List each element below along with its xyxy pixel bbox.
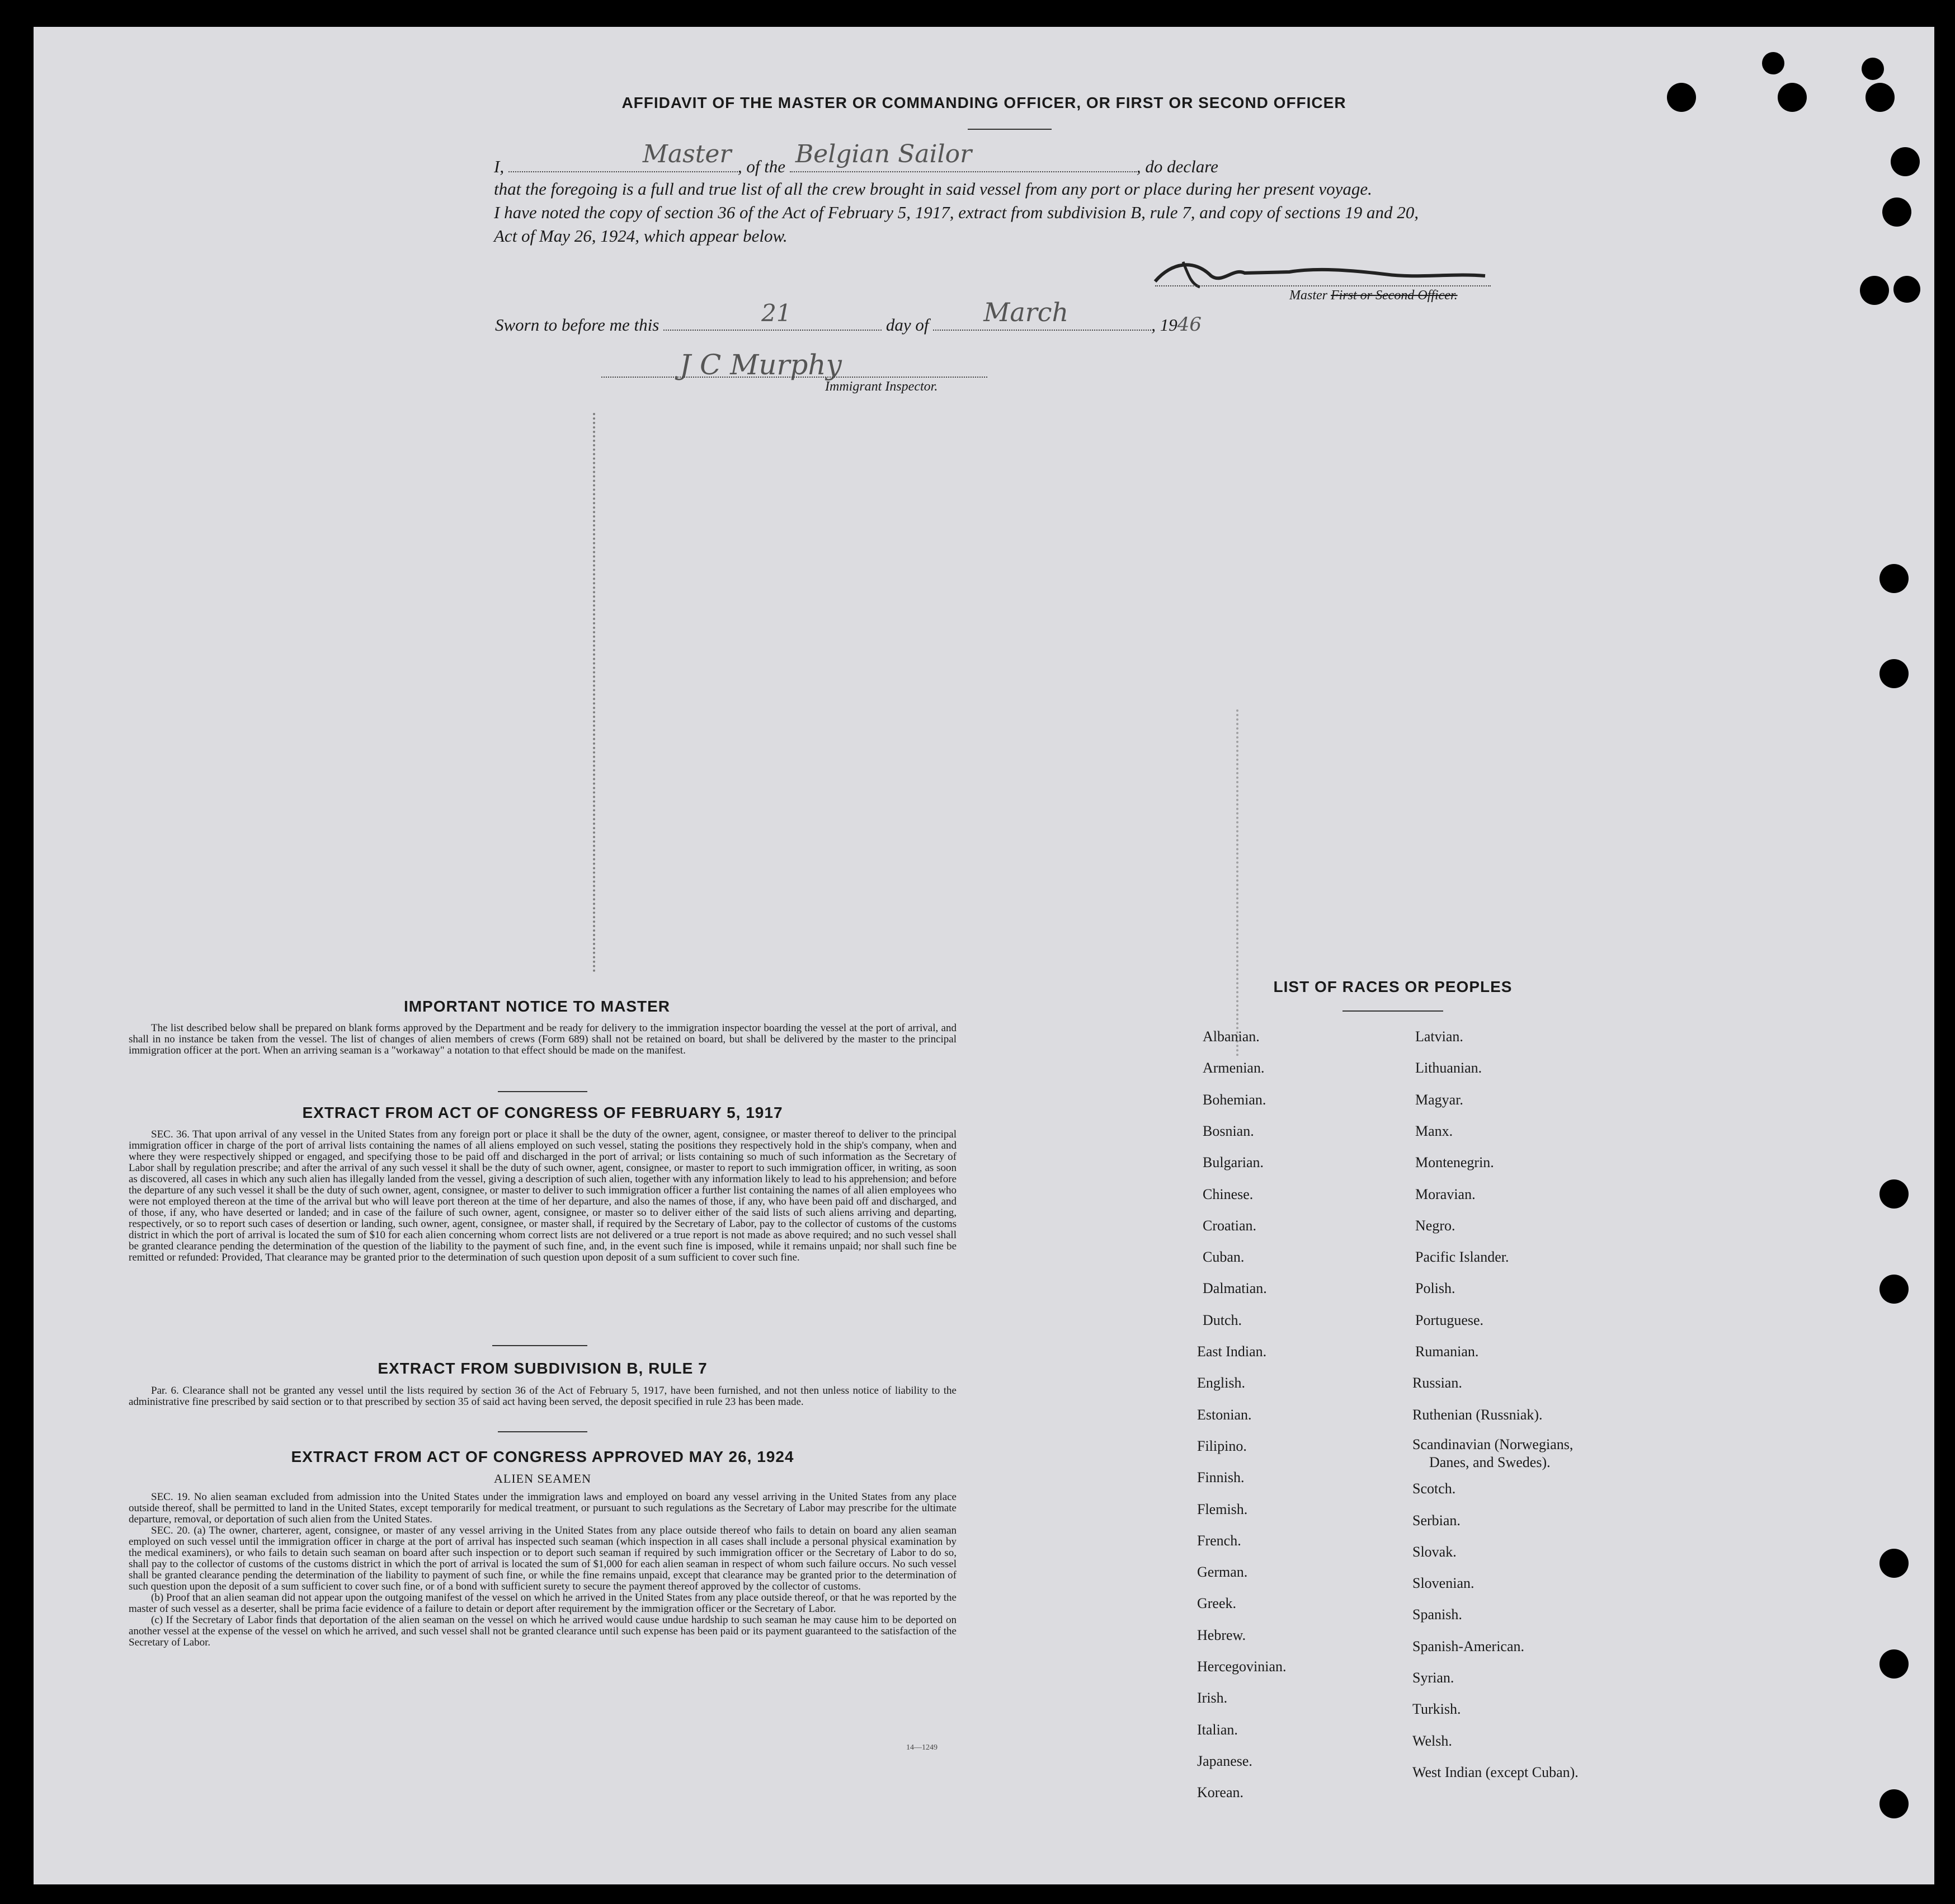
race-item: Croatian. [1203, 1217, 1257, 1234]
sworn-prefix: Sworn to before me this [495, 315, 659, 335]
section-19-paragraph: SEC. 19. No alien seaman excluded from admission into the United States under the immigration laws and employed on board any vessel arriving in the United States from any place outside thereof, shall be permitted to land in the United States, except temporarily for medical treatment, or pursuant to such regulations as the Secretary of Labor may prescribe for the ultimate departure, removal, or deportation of such alien from the United States. [129, 1491, 957, 1525]
day-of-label: day of [885, 315, 929, 335]
punch-hole [1882, 198, 1911, 227]
race-item: Cuban. [1203, 1249, 1245, 1266]
races-divider [1342, 1010, 1443, 1012]
affidavit-title: AFFIDAVIT OF THE MASTER OR COMMANDING OFFICER, OR FIRST OR SECOND OFFICER [621, 94, 1346, 111]
punch-hole [1879, 1179, 1909, 1209]
vessel-field [790, 140, 1137, 172]
race-item: Serbian. [1412, 1512, 1461, 1529]
master-signature-line [1155, 285, 1491, 286]
race-item: Bulgarian. [1203, 1154, 1264, 1171]
race-item: Spanish. [1412, 1606, 1462, 1623]
handwritten-day: 21 [761, 299, 792, 327]
affidavit-line3: I have noted the copy of section 36 of the Act of February 5, 1917, extract from subdivision B, rule 7, and copy of sections 19 and 20, [494, 203, 1419, 222]
race-item: Albanian. [1203, 1028, 1260, 1045]
inspector-signature-line [601, 377, 987, 378]
race-item: Hercegovinian. [1197, 1658, 1287, 1675]
notice-title: IMPORTANT NOTICE TO MASTER [403, 998, 671, 1015]
race-item: Flemish. [1197, 1501, 1248, 1517]
race-item: Korean. [1197, 1784, 1244, 1801]
race-item: Greek. [1197, 1595, 1237, 1612]
notice-body [129, 1023, 957, 1056]
race-item: Portuguese. [1415, 1311, 1484, 1328]
race-item: Turkish. [1412, 1701, 1461, 1718]
month-field [933, 297, 1151, 331]
race-item: Spanish-American. [1412, 1638, 1525, 1654]
extract-1924-title: EXTRACT FROM ACT OF CONGRESS APPROVED MAY 26, 1924 [291, 1448, 794, 1465]
handwritten-year: 46 [1177, 313, 1202, 336]
inspector-caption: Immigrant Inspector. [825, 379, 938, 394]
punch-hole [1879, 1789, 1909, 1818]
race-item: French. [1197, 1532, 1241, 1549]
punch-hole [1879, 564, 1909, 593]
name-field [508, 140, 738, 172]
master-caption-officer: First or Second Officer. [1331, 288, 1458, 303]
race-item: Armenian. [1203, 1060, 1265, 1076]
punch-hole [1879, 1275, 1909, 1304]
race-item: Negro. [1415, 1217, 1455, 1234]
punch-hole [1860, 276, 1889, 305]
extract-1924-body [129, 1492, 957, 1648]
section-divider [498, 1431, 587, 1432]
affidavit-line2: that the foregoing is a full and true list of all the crew brought in said vessel from any port or place during her present voyage. [494, 179, 1372, 199]
race-item: Latvian. [1415, 1028, 1463, 1045]
race-item: Syrian. [1412, 1670, 1454, 1686]
section-divider [498, 1091, 587, 1092]
race-item: Slovenian. [1412, 1575, 1475, 1592]
sworn-line [495, 297, 1202, 336]
of-the-label: , of the [737, 157, 786, 176]
year-prefix: , 19 [1151, 315, 1177, 335]
ghost-dot-column [1236, 709, 1322, 1056]
race-item: Scotch. [1412, 1480, 1456, 1497]
race-item: German. [1197, 1564, 1248, 1581]
extract-1917-title: EXTRACT FROM ACT OF CONGRESS OF FEBRUARY 5, 1917 [302, 1104, 783, 1121]
form-number: 14—1249 [906, 1743, 938, 1752]
race-item: Italian. [1197, 1721, 1238, 1738]
section-divider [492, 1345, 587, 1346]
extract-1917-body [129, 1129, 957, 1263]
race-item: Estonian. [1197, 1406, 1252, 1423]
race-item: Dutch. [1203, 1311, 1242, 1328]
inspector-signature: J C Murphy [680, 349, 842, 381]
race-item: Montenegrin. [1415, 1154, 1494, 1171]
race-item: Irish. [1197, 1690, 1228, 1706]
race-item: Bohemian. [1203, 1091, 1266, 1108]
race-item: Slovak. [1412, 1543, 1457, 1560]
race-item: Hebrew. [1197, 1626, 1246, 1643]
race-item: Rumanian. [1415, 1343, 1479, 1360]
race-item: Chinese. [1203, 1186, 1254, 1202]
punch-hole [1893, 276, 1920, 303]
rule7-title: EXTRACT FROM SUBDIVISION B, RULE 7 [378, 1360, 708, 1377]
master-signature-block [1150, 251, 1541, 312]
race-item: Japanese. [1197, 1752, 1252, 1769]
race-item: Moravian. [1415, 1186, 1476, 1202]
title-divider [968, 129, 1052, 130]
rule7-body [129, 1385, 957, 1408]
declare-label: , do declare [1136, 157, 1218, 176]
punch-hole [1879, 1549, 1909, 1578]
master-caption-master: Master [1289, 288, 1327, 303]
race-item: Bosnian. [1203, 1122, 1254, 1139]
alien-seamen-subtitle: ALIEN SEAMEN [494, 1472, 591, 1485]
race-item: Finnish. [1197, 1469, 1245, 1486]
race-item: Welsh. [1412, 1732, 1452, 1749]
punch-hole [1762, 52, 1784, 74]
inspector-signature-block [601, 349, 993, 416]
handwritten-name: Master [642, 140, 732, 168]
notice-paragraph: The list described below shall be prepared on blank forms approved by the Department and be ready for delivery to the immigration inspector boarding the vessel at the port of arrival, and shall in no instance be taken from the vessel. The list of changes of alien members of crews (Form 689) shall not be retained on board, but shall be delivered by the master to the principal immigration officer at the port. When an arriving seaman is a "workaway" a notation to that effect should be made on the manifest. [129, 1022, 957, 1056]
punch-hole [1879, 659, 1909, 688]
race-item: Polish. [1415, 1280, 1455, 1297]
section-36-paragraph: SEC. 36. That upon arrival of any vessel in the United States from any foreign port or place it shall be the duty of the owner, agent, consignee, or master thereof to deliver to the principal immigration officer in charge of the port of arrival lists containing the names of all aliens employed on such vessel, stating the positions they respectively hold in the ship's company, when and where they were respectively shipped or engaged, and specifying those to be paid off and discharged in the port of arrival; or lists containing so much of such information as the Secretary of Labor shall by regulation prescribe; and after the arrival of any such vessel it shall be the duty of such owner, agent, consignee, or master to report to such immigration officer, in writing, as soon as discovered, all cases in which any such alien has illegally landed from the vessel, giving a description of such alien, together with any information likely to lead to his apprehension; and before the departure of any such vessel it shall be the duty of such owner, agent, consignee, or master to deliver to such immigration officer a further list containing the names of all alien employees who were not employed thereon at the time of the arrival but who will leave port thereon at the time of her departure, and also the names of those, if any, who have been paid off and discharged, and of those, if any, who have deserted or landed; and in case of the failure of such owner, agent, consignee, or master so to deliver either of the said lists of such aliens arriving and departing, respectively, or so to report such cases of desertion or landing, such owner, agent, consignee, or master shall, if required by the Secretary of Labor, pay to the collector of customs of the customs district in which the port of arrival is located the sum of $10 for each alien concerning whom correct lists are not delivered or a true report is not made as above required; and no such vessel shall be granted clearance pending the determination of the question of the liability to the payment of such fine, and, in the event such fine is imposed, while it remains unpaid; nor shall such fine be remitted or refunded: Provided, That clearance may be granted prior to the determination of such question upon deposit of a sum sufficient to cover such fine. [129, 1129, 957, 1263]
rule7-paragraph: Par. 6. Clearance shall not be granted any vessel until the lists required by section 36 of the Act of February 5, 1917, have been furnished, and not then unless notice of liability to the administrative fine prescribed by said section or to that prescribed by section 35 of said act having been served, the deposit specified in rule 23 has been made. [129, 1385, 957, 1408]
race-item: Pacific Islander. [1415, 1249, 1509, 1266]
day-field [663, 299, 882, 331]
races-title: LIST OF RACES OR PEOPLES [1273, 978, 1513, 995]
punch-hole [1891, 147, 1920, 176]
handwritten-vessel: Belgian Sailor [795, 140, 972, 168]
section-20a-paragraph: SEC. 20. (a) The owner, charterer, agent, consignee, or master of any vessel arriving in the United States from any place outside thereof who fails to detain on board any alien seaman employed on such vessel until the immigration officer in charge at the port of arrival has inspected such seaman (which inspection in all cases shall include a personal physical examination by the medical examiners), or who fails to detain such seaman on board after such inspection or to deport such seaman if required by such immigration officer or the Secretary of Labor to do so, shall pay to the collector of customs of the customs district in which the port of arrival is located the sum of $1,000 for each alien seaman in respect of whom such failure occurs. No such vessel shall be granted clearance pending the determination of the liability to payment of such fine, or while the fine remains unpaid, except that clearance may be granted prior to the determination of such question upon the deposit of a sum sufficient to cover such fine, or of a bond with sufficient surety to secure the payment thereof approved by the collector of customs. [129, 1525, 957, 1592]
race-item: West Indian (except Cuban). [1412, 1764, 1579, 1780]
punch-hole [1879, 1649, 1909, 1679]
race-item: Filipino. [1197, 1437, 1247, 1454]
race-item: Dalmatian. [1203, 1280, 1267, 1297]
race-item: English. [1197, 1375, 1245, 1391]
master-caption [1289, 288, 1458, 303]
section-20c-paragraph: (c) If the Secretary of Labor finds that deportation of the alien seaman on the vessel on which he arrived would cause undue hardship to such seaman he may cause him to be deported on another vessel at the expense of the vessel on which he arrived, and such vessel shall not be granted clearance until such expense has been paid or its payment guaranteed to the satisfaction of the Secretary of Labor. [129, 1614, 957, 1648]
punch-hole [1862, 58, 1884, 80]
pronoun-i: I, [494, 157, 505, 176]
race-item: Magyar. [1415, 1091, 1463, 1108]
race-item: Scandinavian (Norwegians, Danes, and Swedes). [1412, 1436, 1574, 1470]
race-item: Lithuanian. [1415, 1060, 1482, 1076]
document-page [34, 27, 1934, 1884]
ghost-dot-column [593, 413, 601, 972]
affidavit-line1 [494, 140, 1218, 177]
race-item: East Indian. [1197, 1343, 1267, 1360]
race-item: Ruthenian (Russniak). [1412, 1406, 1543, 1423]
section-20b-paragraph: (b) Proof that an alien seaman did not appear upon the outgoing manifest of the vessel on which he arrived in the United States from any place outside thereof, or that he was reported by the master of such vessel as a deserter, shall be prima facie evidence of a failure to detain or deport after requirement by the immigration officer or the Secretary of Labor. [129, 1592, 957, 1615]
race-item: Manx. [1415, 1122, 1453, 1139]
handwritten-month: March [983, 297, 1069, 327]
affidavit-line4: Act of May 26, 1924, which appear below. [494, 226, 788, 246]
race-item: Russian. [1412, 1375, 1462, 1391]
